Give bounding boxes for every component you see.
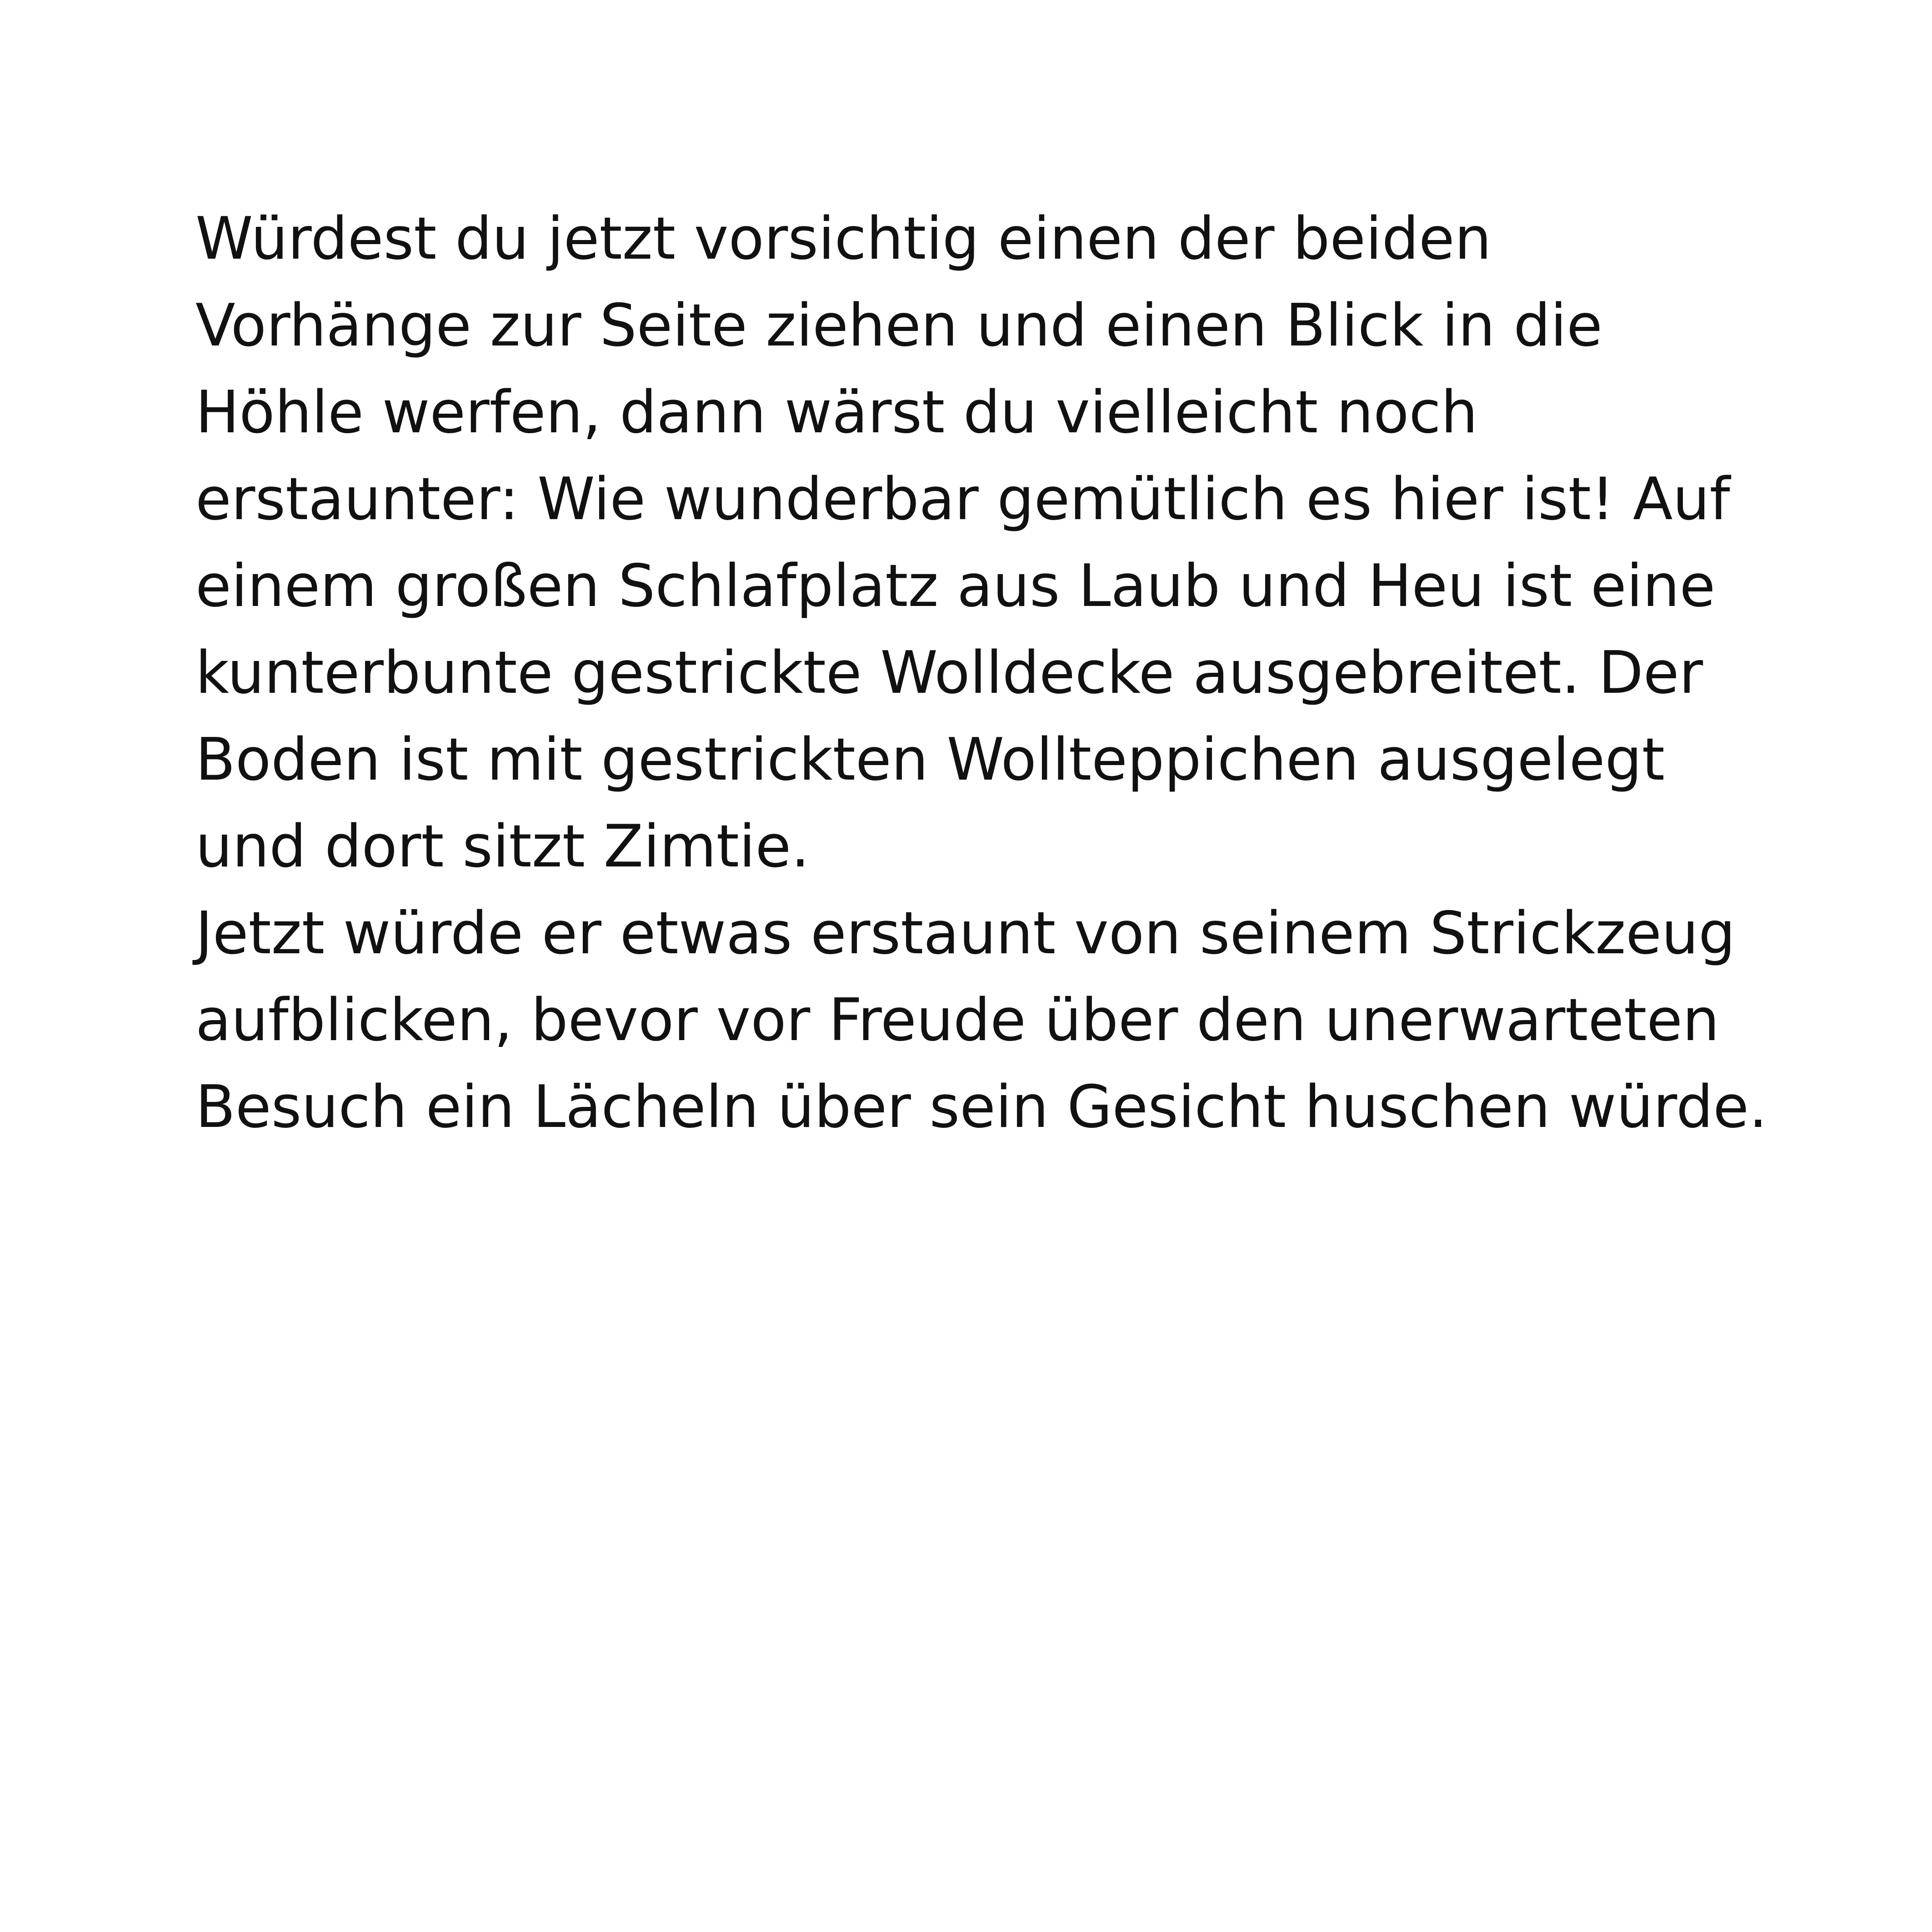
story-text [195, 195, 1787, 1151]
text-line-6: kunterbunte gestrickte Wolldecke ausgebreitet. Der [195, 639, 1703, 707]
text-line-4: erstaunter: Wie wunderbar gemütlich es hier ist! Auf [195, 465, 1730, 533]
text-line-10: aufblicken, bevor vor Freude über den unerwarteten [195, 986, 1720, 1054]
text-line-11: Besuch ein Lächeln über sein Gesicht huschen würde. [195, 1073, 1767, 1141]
text-line-3: Höhle werfen, dann wärst du vielleicht noch [195, 379, 1478, 446]
text-line-9: Jetzt würde er etwas erstaunt von seinem Strickzeug [195, 900, 1736, 967]
text-line-1: Würdest du jetzt vorsichtig einen der beiden [195, 205, 1492, 273]
text-line-2: Vorhänge zur Seite ziehen und einen Blick in die [195, 292, 1602, 360]
text-line-8: und dort sitzt Zimtie. [195, 813, 810, 881]
text-line-7: Boden ist mit gestrickten Wollteppichen ausgelegt [195, 726, 1665, 794]
text-line-5: einem großen Schlafplatz aus Laub und Heu ist eine [195, 552, 1716, 620]
